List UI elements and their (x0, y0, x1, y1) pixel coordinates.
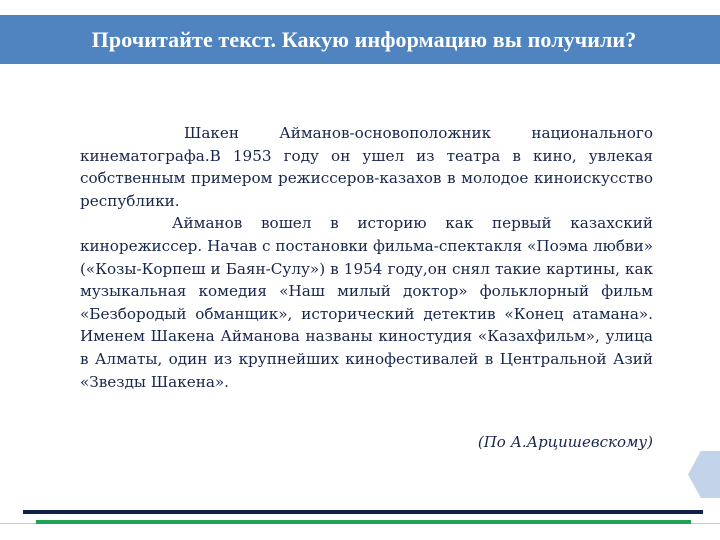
paragraph-2: Айманов вошел в историю как первый казахский кинорежиссер. Начав с постановки фильма-спектакля «Поэма любви» («Козы-Корпеш и Баян-Сулу») в 1954 году,он снял такие картины, как музыкальная комедия «Наш милый доктор» фольклорный фильм «Безбородый обманщик», исторический детектив «Конец атамана». Именем Шакена Айманова названы киностудия «Казахфильм», улица в Алматы, один из крупнейших кинофестивалей в Центральной Азий «Звезды Шакена». (80, 214, 653, 391)
decorative-pentagon-icon (688, 451, 720, 498)
attribution: (По А.Арцишевскому) (477, 433, 653, 451)
paragraph-1: Шакен Айманов-основоположник национального кинематографа.В 1953 году он ушел из театра в кино, увлекая собственным примером режиссеров-казахов в молодое киноискусство республики. (80, 124, 653, 210)
footer-divider-navy (23, 510, 703, 514)
footer-divider-green (36, 520, 691, 524)
page-title: Прочитайте текст. Какую информацию вы получили? (91, 26, 637, 52)
article-body (80, 122, 653, 393)
header-bar (0, 15, 720, 64)
